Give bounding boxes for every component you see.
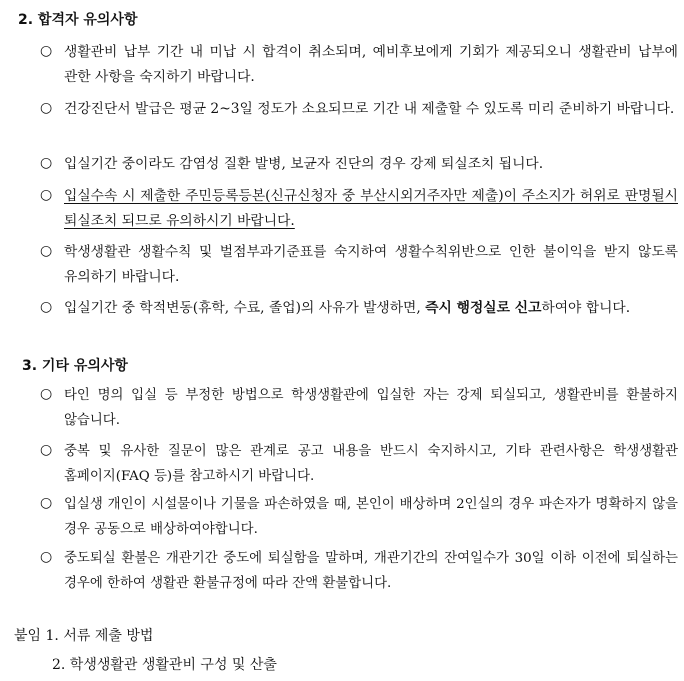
attachment-item: 2. 학생생활관 생활관비 구성 및 산출 — [52, 657, 277, 673]
bullet-icon: ○ — [40, 442, 53, 458]
section-2-heading: 2. 합격자 유의사항 — [18, 12, 138, 28]
item-text: 타인 명의 입실 등 부정한 방법으로 학생생활관에 입실한 자는 강제 퇴실되고, 생활관비를 환불하지 않습니다. — [64, 388, 678, 428]
section-3-heading: 3. 기타 유의사항 — [22, 358, 128, 374]
bullet-icon: ○ — [40, 155, 53, 171]
list-item — [40, 40, 678, 90]
item-text: 중복 및 유사한 질문이 많은 관계로 공고 내용을 반드시 숙지하시고, 기타 관련사항은 학생생활관 홈페이지(FAQ 등)를 참고하시기 바랍니다. — [64, 444, 678, 484]
list-item — [40, 184, 678, 234]
bullet-icon: ○ — [40, 100, 53, 116]
list-item — [40, 97, 678, 122]
item-text: 중도퇴실 환불은 개관기간 중도에 퇴실함을 말하며, 개관기간의 잔여일수가 30일 이하 이전에 퇴실하는 경우에 한하여 생활관 환불규정에 따라 잔액 환불합니다. — [64, 551, 678, 591]
list-item — [40, 492, 678, 542]
item-text: 생활관비 납부 기간 내 미납 시 합격이 취소되며, 예비후보에게 기회가 제공되오니 생활관비 납부에 관한 사항을 숙지하기 바랍니다. — [64, 44, 678, 85]
item-text: 입실생 개인이 시설물이나 기물을 파손하였을 때, 본인이 배상하며 2인실의 경우 파손자가 명확하지 않을 경우 공동으로 배상하여야합니다. — [64, 497, 678, 537]
bullet-icon: ○ — [40, 243, 53, 259]
item-text: 입실기간 중이라도 감염성 질환 발병, 보균자 진단의 경우 강제 퇴실조치 됩니다. — [64, 156, 544, 172]
bullet-icon: ○ — [40, 549, 53, 565]
list-item — [40, 240, 678, 290]
item-text-underlined: 입실수속 시 제출한 주민등록등본(신규신청자 중 부산시외거주자만 제출)이 주소지가 허위로 판명될시 퇴실조치 되므로 유의하시기 바랍니다. — [64, 188, 678, 229]
item-text: 학생생활관 생활수칙 및 벌점부과기준표를 숙지하여 생활수칙위반으로 인한 불이익을 받지 않도록 유의하기 바랍니다. — [64, 244, 678, 285]
attachment-line-1 — [14, 626, 153, 646]
item-text: 건강진단서 발급은 평균 2~3일 정도가 소요되므로 기간 내 제출할 수 있도록 미리 준비하기 바랍니다. — [64, 101, 675, 117]
bullet-icon: ○ — [40, 386, 53, 402]
bullet-icon: ○ — [40, 43, 53, 59]
attachment-item: 1. 서류 제출 방법 — [45, 628, 154, 644]
bullet-icon: ○ — [40, 495, 53, 511]
item-text-end: 하여야 합니다. — [541, 300, 631, 316]
item-text-emphasis: 즉시 행정실로 신고 — [425, 300, 542, 316]
list-item — [40, 439, 678, 489]
attachment-label: 붙임 — [14, 628, 42, 644]
list-item — [40, 152, 678, 177]
item-text-start: 입실기간 중 학적변동(휴학, 수료, 졸업)의 사유가 발생하면, — [64, 300, 426, 316]
list-item — [40, 296, 678, 321]
list-item — [40, 546, 678, 596]
attachment-line-2 — [52, 655, 277, 675]
bullet-icon: ○ — [40, 187, 53, 203]
bullet-icon: ○ — [40, 299, 53, 315]
list-item — [40, 383, 678, 433]
item-text — [64, 296, 678, 321]
